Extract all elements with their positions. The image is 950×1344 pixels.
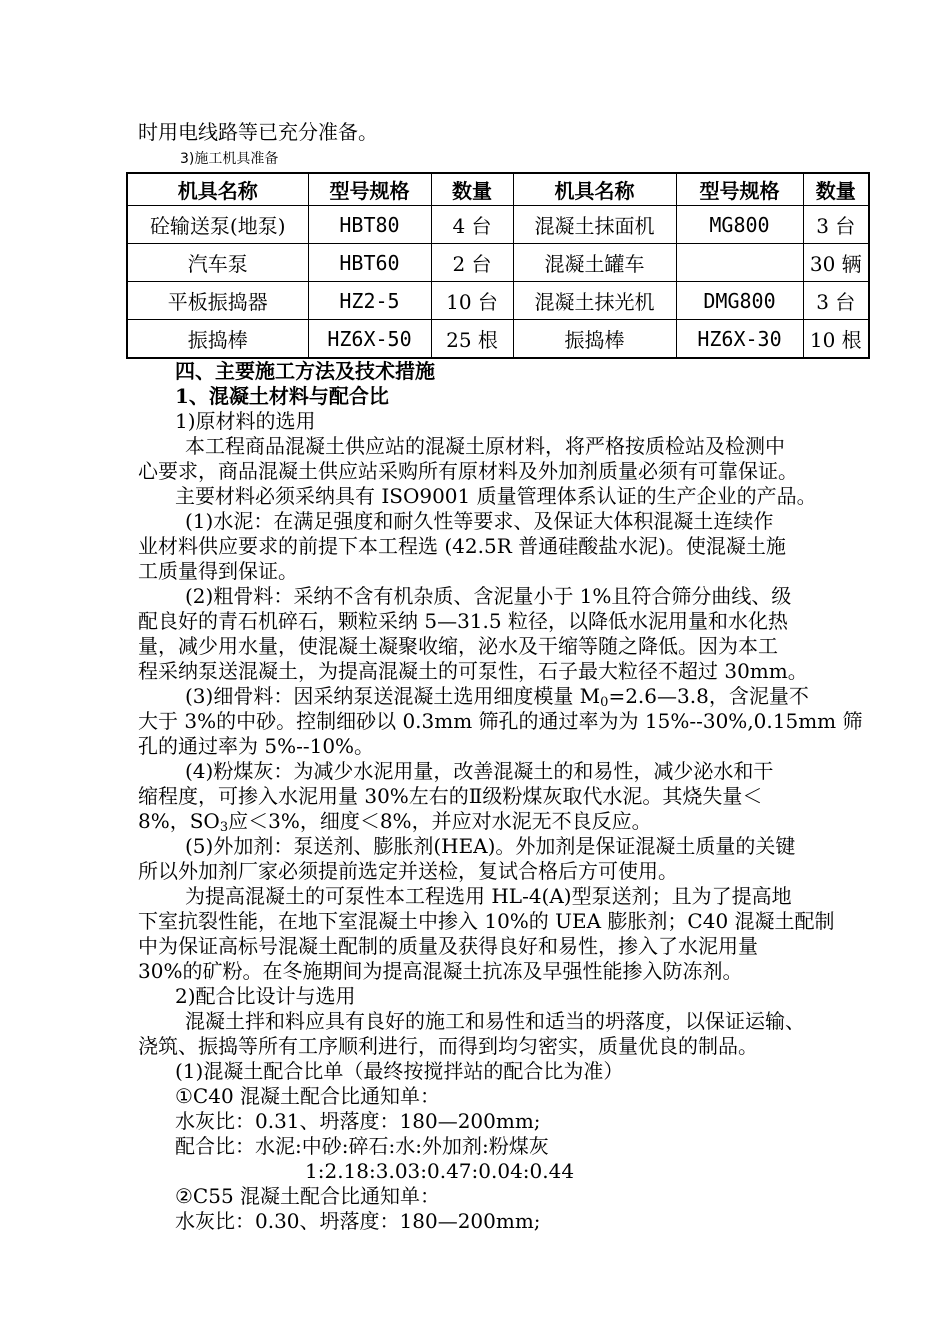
table-cell: 3 台: [803, 206, 869, 244]
table-cell: 10 台: [431, 282, 513, 320]
table-cell: DMG800: [676, 282, 803, 320]
table-header-cell: 数量: [803, 173, 869, 206]
table-header-cell: 数量: [431, 173, 513, 206]
table-cell: HZ6X-50: [308, 320, 431, 359]
paragraph-line: 30%的矿粉。在冬施期间为提高混凝土抗冻及早强性能掺入防冻剂。: [138, 959, 743, 983]
paragraph-line: (2)粗骨料：采纳不含有机杂质、含泥量小于 1%且符合筛分曲线、级: [185, 584, 792, 608]
table-header-cell: 机具名称: [513, 173, 676, 206]
paragraph-line: 孔的通过率为 5%--10%。: [138, 734, 375, 758]
heading-section-4-1: 1、混凝土材料与配合比: [175, 384, 389, 408]
table-cell: 2 台: [431, 244, 513, 282]
text-segment: 应＜3%，细度＜8%，并应对水泥无不良反应。: [228, 809, 652, 833]
table-cell: 30 辆: [803, 244, 869, 282]
table-cell: [676, 244, 803, 282]
table-header-cell: 型号规格: [676, 173, 803, 206]
text-segment: 8%，SO: [138, 809, 220, 833]
equipment-table: [126, 172, 870, 359]
table-cell: MG800: [676, 206, 803, 244]
paragraph-line: 浇筑、振捣等所有工序顺利进行，而得到均匀密实，质量优良的制品。: [138, 1034, 758, 1058]
c40-title: ①C40 混凝土配合比通知单：: [175, 1084, 441, 1108]
paragraph-line: 混凝土拌和料应具有良好的施工和易性和适当的坍落度，以保证运输、: [185, 1009, 805, 1033]
table-cell: HBT80: [308, 206, 431, 244]
paragraph-line: (4)粉煤灰：为减少水泥用量，改善混凝土的和易性，减少泌水和干: [185, 759, 774, 783]
paragraph-line: 本工程商品混凝土供应站的混凝土原材料，将严格按质检站及检测中: [185, 434, 785, 458]
table-cell: 4 台: [431, 206, 513, 244]
table-cell: 砼输送泵(地泵): [127, 206, 308, 244]
paragraph-line: 下室抗裂性能，在地下室混凝土中掺入 10%的 UEA 膨胀剂；C40 混凝土配制: [138, 909, 835, 933]
subscript: 0: [600, 695, 609, 710]
table-cell: 混凝土罐车: [513, 244, 676, 282]
table-header-cell: 机具名称: [127, 173, 308, 206]
table-cell: 10 根: [803, 320, 869, 359]
table-cell: 平板振捣器: [127, 282, 308, 320]
table-cell: 25 根: [431, 320, 513, 359]
table-cell: HZ2-5: [308, 282, 431, 320]
c55-title: ②C55 混凝土配合比通知单：: [175, 1184, 441, 1208]
c40-mix-label: 配合比：水泥:中砂:碎石:水:外加剂:粉煤灰: [175, 1134, 549, 1158]
table-row: [127, 282, 869, 320]
paragraph-line: 程采纳泵送混凝土，为提高混凝土的可泵性，石子最大粒径不超过 30mm。: [138, 659, 808, 683]
subheading-mix-design: 2)配合比设计与选用: [175, 984, 356, 1008]
table-cell: 汽车泵: [127, 244, 308, 282]
table-cell: HZ6X-30: [676, 320, 803, 359]
table-row: [127, 320, 869, 359]
paragraph-line: 配良好的青石机碎石，颗粒采纳 5—31.5 粒径，以降低水泥用量和水化热: [138, 609, 788, 633]
paragraph-line: (1)水泥：在满足强度和耐久性等要求、及保证大体积混凝土连续作: [185, 509, 774, 533]
paragraph-line: 心要求，商品混凝土供应站采购所有原材料及外加剂质量必须有可靠保证。: [138, 459, 798, 483]
table-header-row: [127, 173, 869, 206]
table-cell: 振捣棒: [127, 320, 308, 359]
table-row: [127, 244, 869, 282]
paragraph-line: 所以外加剂厂家必须提前选定并送检，复试合格后方可使用。: [138, 859, 678, 883]
paragraph-line: 大于 3%的中砂。控制细砂以 0.3mm 筛孔的通过率为为 15%--30%,0.15mm 筛: [138, 709, 863, 733]
table-cell: 3 台: [803, 282, 869, 320]
table-cell: HBT60: [308, 244, 431, 282]
c55-water-cement: 水灰比：0.30、坍落度：180—200mm;: [175, 1209, 541, 1233]
c40-water-cement: 水灰比：0.31、坍落度：180—200mm;: [175, 1109, 541, 1133]
c40-mix-values: 1:2.18:3.03:0.47:0.04:0.44: [305, 1159, 575, 1183]
section-3-title: 3)施工机具准备: [180, 151, 279, 167]
paragraph-line: (5)外加剂：泵送剂、膨胀剂(HEA)。外加剂是保证混凝土质量的关键: [185, 834, 796, 858]
paragraph-line: 主要材料必须采纳具有 ISO9001 质量管理体系认证的生产企业的产品。: [175, 484, 817, 508]
table-cell: 混凝土抹面机: [513, 206, 676, 244]
heading-section-4: 四、主要施工方法及技术措施: [175, 359, 435, 383]
paragraph-line: 为提高混凝土的可泵性本工程选用 HL-4(A)型泵送剂；且为了提高地: [185, 884, 792, 908]
table-row: [127, 206, 869, 244]
paragraph-line: [185, 684, 809, 709]
paragraph-line: 工质量得到保证。: [138, 559, 298, 583]
subscript: 3: [219, 820, 229, 835]
text-segment: =2.6—3.8，含泥量不: [608, 684, 809, 708]
paragraph-line: [138, 809, 652, 834]
text-segment: (3)细骨料：因采纳泵送混凝土选用细度模量 M: [185, 684, 601, 708]
table-cell: 振捣棒: [513, 320, 676, 359]
paragraph-line: 量，减少用水量，使混凝土凝聚收缩，泌水及干缩等随之降低。因为本工: [138, 634, 778, 658]
paragraph-line: (1)混凝土配合比单（最终按搅拌站的配合比为准）: [175, 1059, 624, 1083]
paragraph-line: 缩程度，可掺入水泥用量 30%左右的Ⅱ级粉煤灰取代水泥。其烧失量＜: [138, 784, 763, 808]
paragraph-line: 业材料供应要求的前提下本工程选 (42.5R 普通硅酸盐水泥)。使混凝土施: [138, 534, 786, 558]
table-header-cell: 型号规格: [308, 173, 431, 206]
table-cell: 混凝土抹光机: [513, 282, 676, 320]
subheading-raw-materials: 1)原材料的选用: [175, 409, 316, 433]
paragraph-line: 中为保证高标号混凝土配制的质量及获得良好和易性，掺入了水泥用量: [138, 934, 758, 958]
intro-line: 时用电线路等已充分准备。: [138, 120, 378, 144]
